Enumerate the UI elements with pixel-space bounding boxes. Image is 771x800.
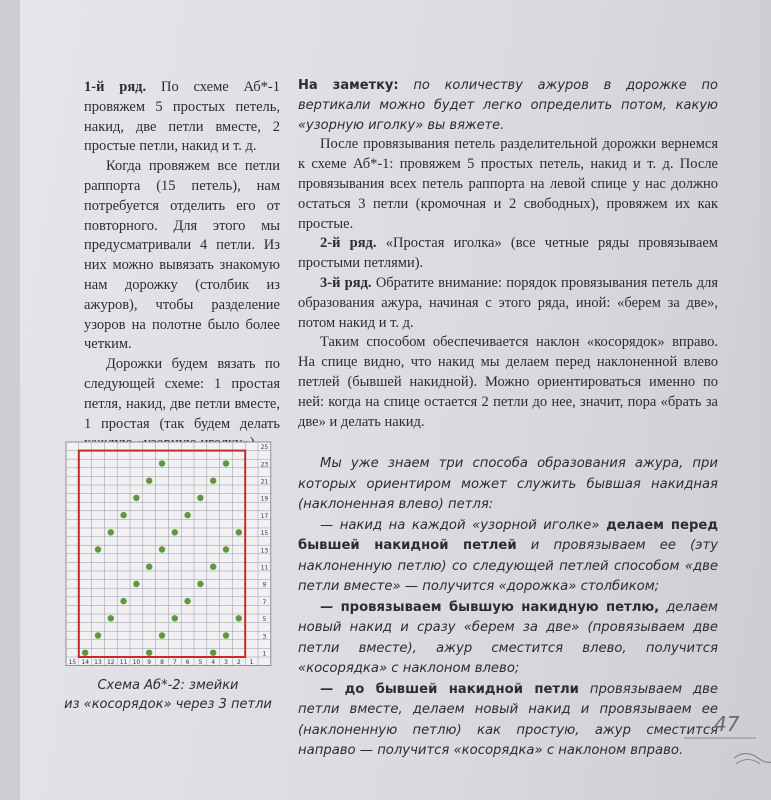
chart-row-number: 25 bbox=[260, 444, 269, 452]
yarn-over-dot bbox=[120, 598, 126, 604]
path-paragraph: Дорожки будем вязать по следующей схеме: 1 простая петля, накид, две петли вместе, 1 простая (так будем делать bbox=[84, 356, 280, 432]
method-item-3 bbox=[298, 680, 718, 762]
yarn-over-dot bbox=[172, 615, 178, 621]
chart-row-number: 17 bbox=[260, 512, 269, 520]
method-1-c: и провязываем ее (эту наклоненную петлю) со следующей петлей способом «две петли вместе» — получится «дорожка» столбиком; bbox=[298, 538, 718, 595]
chart-col-number: 14 bbox=[81, 658, 90, 666]
yarn-over-dot bbox=[133, 495, 139, 501]
after-paragraph: После провязывания петель разделительной дорожки вернемся к схеме Аб*-1: провяжем 5 простых петель, накид и т. д. После провязывания всех петель раппорта на левой спице у нас должно остаться 3 петли (кромочная и 2 свободных), провяжем их как простые. bbox=[298, 136, 718, 232]
yarn-over-dot bbox=[197, 581, 203, 587]
chart-col-number: 13 bbox=[94, 658, 102, 666]
methods-block bbox=[298, 454, 718, 762]
book-page bbox=[20, 0, 760, 800]
row1-paragraph bbox=[84, 78, 280, 157]
method-item-2 bbox=[298, 598, 718, 680]
yarn-over-dot bbox=[223, 460, 229, 466]
note-text: по количеству ажуров в дорожке по вертикали можно будет легко определить потом, какую «узорную иголку» вы вяжете. bbox=[298, 78, 718, 133]
yarn-over-dot bbox=[197, 495, 203, 501]
left-column bbox=[84, 78, 280, 454]
yarn-over-dot bbox=[159, 460, 165, 466]
row2-lead: 2-й ряд. bbox=[320, 235, 377, 252]
row2-paragraph bbox=[298, 234, 718, 274]
chart-col-number: 6 bbox=[185, 658, 190, 666]
chart-row-number: 7 bbox=[262, 598, 267, 606]
page-number: 47 bbox=[714, 712, 740, 736]
row1-text: По схеме Аб*-1 провяжем 5 простых петель, накид, две петли вместе, 2 простые петли, накид и т. д. bbox=[84, 79, 280, 155]
method-item-1 bbox=[298, 516, 718, 598]
chart-row-number: 3 bbox=[262, 633, 267, 641]
chart-row-number: 21 bbox=[260, 478, 269, 486]
knitting-chart bbox=[64, 440, 272, 668]
yarn-over-dot bbox=[159, 546, 165, 552]
row3-paragraph bbox=[298, 274, 718, 333]
yarn-over-dot bbox=[108, 615, 114, 621]
yarn-over-dot bbox=[95, 546, 101, 552]
rapport-paragraph: Когда провяжем все петли раппорта (15 петель), нам потребуется отделить его от повторного. Для этого мы предусматривали 4 петли. Из них можно вывязать знакомую нам дорожку (столбик из ажуров), чтобы разделение узоров на полотне было более четким. bbox=[84, 158, 280, 353]
yarn-over-dot bbox=[146, 478, 152, 484]
chart-row-number: 9 bbox=[262, 581, 267, 589]
caption-line-2: из «косорядок» через 3 петли bbox=[64, 697, 272, 712]
chart-caption bbox=[60, 676, 276, 714]
note-lead: На заметку: bbox=[298, 78, 399, 93]
chart-col-number: 11 bbox=[119, 658, 128, 666]
method-2-c: делаем новый накид и сразу «берем за две» (провязываем две петли вместе), ажур сместится влево, получится «косорядка» с наклоном влево; bbox=[298, 599, 718, 677]
yarn-over-dot bbox=[184, 598, 190, 604]
chart-col-number: 12 bbox=[106, 658, 115, 666]
yarn-over-dot bbox=[236, 615, 242, 621]
yarn-over-dot bbox=[210, 564, 216, 570]
yarn-over-dot bbox=[184, 512, 190, 518]
method-3-bold: — до бывшей накидной петли bbox=[320, 681, 579, 697]
yarn-over-dot bbox=[146, 564, 152, 570]
yarn-over-dot bbox=[210, 650, 216, 656]
note-paragraph bbox=[298, 76, 718, 135]
caption-line-1: Схема Аб*-2: змейки bbox=[97, 678, 239, 693]
method-1-bold: делаем перед бывшей накидной петлей bbox=[298, 517, 718, 554]
method-1-a: — накид на каждой «узорной иголке» bbox=[320, 517, 607, 533]
method-3-c: провязываем две петли вместе, делаем новый накид и провязываем ее (наклоненную петлю) как простую, ажур сместится направо — получится «косорядка» с наклоном вправо. bbox=[298, 681, 718, 759]
yarn-over-dot bbox=[82, 650, 88, 656]
tilt-paragraph: Таким способом обеспечивается наклон «косорядок» вправо. На спице видно, что накид мы делаем перед наклоненной влево петлей (бывшей накидной). Можно ориентироваться именно по ней: когда на спице остается 2 петли до нее, значит, пора «брать за две» и делать накид. bbox=[298, 334, 718, 430]
yarn-over-dot bbox=[108, 529, 114, 535]
yarn-over-dot bbox=[146, 650, 152, 656]
method-2-bold: — провязываем бывшую накидную петлю, bbox=[320, 599, 660, 615]
chart-col-number: 7 bbox=[172, 658, 177, 666]
chart-col-number: 9 bbox=[147, 658, 152, 666]
row3-lead: 3-й ряд. bbox=[320, 274, 372, 291]
chart-row-number: 23 bbox=[260, 461, 269, 469]
yarn-over-dot bbox=[236, 529, 242, 535]
yarn-over-dot bbox=[223, 546, 229, 552]
chart-row-number: 11 bbox=[260, 564, 269, 572]
right-column bbox=[298, 76, 718, 762]
chart-col-number: 15 bbox=[68, 658, 77, 666]
chart-col-number: 5 bbox=[198, 658, 203, 666]
chart-row-number: 19 bbox=[260, 495, 269, 503]
yarn-over-dot bbox=[120, 512, 126, 518]
yarn-over-dot bbox=[95, 632, 101, 638]
yarn-over-dot bbox=[159, 632, 165, 638]
chart-row-number: 1 bbox=[262, 650, 267, 658]
row3-text: Обратите внимание: порядок провязывания петель для образования ажура, начиная с этого ряда, иной: «берем за две», потом накид и т. д. bbox=[298, 274, 718, 331]
yarn-over-dot bbox=[223, 632, 229, 638]
yarn-over-dot bbox=[172, 529, 178, 535]
yarn-over-dot bbox=[210, 478, 216, 484]
methods-intro: Мы уже знаем три способа образования ажура, при которых ориентиром может служить бывшая накидная (наклоненная влево) петля: bbox=[298, 456, 718, 513]
chart-row-number: 5 bbox=[262, 616, 267, 624]
chart-row-number: 15 bbox=[260, 530, 269, 538]
chart-col-number: 4 bbox=[211, 658, 216, 666]
chart-col-number: 1 bbox=[249, 658, 254, 666]
row2-text: «Простая иголка» (все четные ряды провязываем простыми петлями). bbox=[298, 235, 718, 272]
chart-col-number: 10 bbox=[132, 658, 141, 666]
chart-row-number: 13 bbox=[260, 547, 269, 555]
yarn-over-dot bbox=[133, 581, 139, 587]
chart-col-number: 8 bbox=[160, 658, 164, 666]
row1-lead: 1-й ряд. bbox=[84, 79, 147, 95]
chart-col-number: 2 bbox=[236, 658, 241, 666]
chart-col-number: 3 bbox=[224, 658, 228, 666]
page-corner-ornament bbox=[684, 730, 771, 770]
